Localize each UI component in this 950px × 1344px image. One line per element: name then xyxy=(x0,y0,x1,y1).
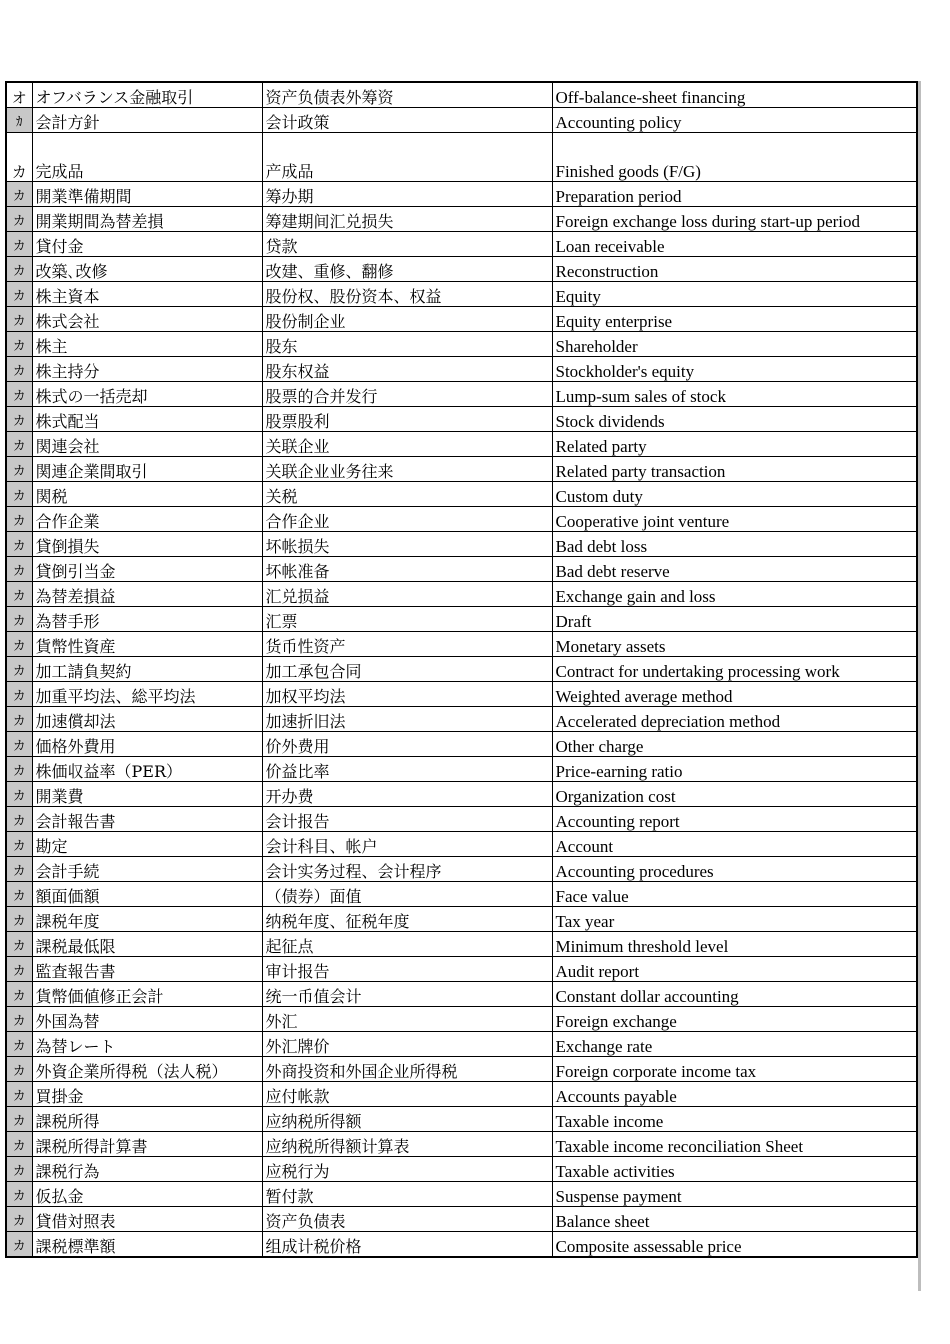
table-row xyxy=(6,957,917,982)
chinese-term-cell: 股票股利 xyxy=(262,407,552,432)
japanese-term-cell: 為替手形 xyxy=(32,607,262,632)
index-kana-cell: カ xyxy=(6,1032,32,1057)
chinese-term-cell: 价益比率 xyxy=(262,757,552,782)
glossary-body xyxy=(6,82,917,1257)
japanese-term-cell: 外資企業所得税（法人税） xyxy=(32,1057,262,1082)
chinese-term-cell: 股份制企业 xyxy=(262,307,552,332)
glossary-table xyxy=(5,81,918,1258)
table-row xyxy=(6,407,917,432)
table-row xyxy=(6,782,917,807)
table-row xyxy=(6,682,917,707)
table-row xyxy=(6,307,917,332)
japanese-term-cell: 合作企業 xyxy=(32,507,262,532)
chinese-term-cell: 坏帐损失 xyxy=(262,532,552,557)
english-term-cell: Lump-sum sales of stock xyxy=(552,382,917,407)
index-kana-cell: カ xyxy=(6,732,32,757)
english-term-cell: Bad debt reserve xyxy=(552,557,917,582)
japanese-term-cell: 為替レート xyxy=(32,1032,262,1057)
japanese-term-cell: 勘定 xyxy=(32,832,262,857)
english-term-cell: Organization cost xyxy=(552,782,917,807)
index-kana-cell: カ xyxy=(6,1107,32,1132)
index-kana-cell: カ xyxy=(6,257,32,282)
index-kana-cell: カ xyxy=(6,532,32,557)
english-term-cell: Foreign exchange xyxy=(552,1007,917,1032)
english-term-cell: Account xyxy=(552,832,917,857)
english-term-cell: Weighted average method xyxy=(552,682,917,707)
japanese-term-cell: 貸借対照表 xyxy=(32,1207,262,1232)
index-kana-cell: カ xyxy=(6,907,32,932)
japanese-term-cell: 改築､改修 xyxy=(32,257,262,282)
chinese-term-cell: 外汇牌价 xyxy=(262,1032,552,1057)
english-term-cell: Monetary assets xyxy=(552,632,917,657)
japanese-term-cell: 為替差損益 xyxy=(32,582,262,607)
chinese-term-cell: 纳税年度、征税年度 xyxy=(262,907,552,932)
english-term-cell: Face value xyxy=(552,882,917,907)
english-term-cell: Constant dollar accounting xyxy=(552,982,917,1007)
chinese-term-cell: 筹办期 xyxy=(262,182,552,207)
japanese-term-cell: 株主持分 xyxy=(32,357,262,382)
english-term-cell: Price-earning ratio xyxy=(552,757,917,782)
japanese-term-cell: 課税年度 xyxy=(32,907,262,932)
chinese-term-cell: 关联企业业务往来 xyxy=(262,457,552,482)
table-row xyxy=(6,1057,917,1082)
index-kana-cell: ｶ xyxy=(6,108,32,133)
index-kana-cell: カ xyxy=(6,133,32,182)
index-kana-cell: カ xyxy=(6,182,32,207)
english-term-cell: Related party transaction xyxy=(552,457,917,482)
table-row xyxy=(6,1032,917,1057)
table-row xyxy=(6,1182,917,1207)
chinese-term-cell: 股份权、股份资本、权益 xyxy=(262,282,552,307)
table-row xyxy=(6,207,917,232)
english-term-cell: Related party xyxy=(552,432,917,457)
sheet-edge-shadow xyxy=(918,81,921,1291)
japanese-term-cell: 株式の一括売却 xyxy=(32,382,262,407)
table-row xyxy=(6,1007,917,1032)
english-term-cell: Cooperative joint venture xyxy=(552,507,917,532)
english-term-cell: Suspense payment xyxy=(552,1182,917,1207)
chinese-term-cell: 起征点 xyxy=(262,932,552,957)
japanese-term-cell: 関連会社 xyxy=(32,432,262,457)
index-kana-cell: カ xyxy=(6,1207,32,1232)
english-term-cell: Exchange gain and loss xyxy=(552,582,917,607)
japanese-term-cell: 外国為替 xyxy=(32,1007,262,1032)
japanese-term-cell: 加速償却法 xyxy=(32,707,262,732)
index-kana-cell: カ xyxy=(6,457,32,482)
japanese-term-cell: 課税行為 xyxy=(32,1157,262,1182)
japanese-term-cell: 開業費 xyxy=(32,782,262,807)
index-kana-cell: カ xyxy=(6,1182,32,1207)
index-kana-cell: カ xyxy=(6,882,32,907)
table-row xyxy=(6,732,917,757)
english-term-cell: Balance sheet xyxy=(552,1207,917,1232)
chinese-term-cell: 加权平均法 xyxy=(262,682,552,707)
table-row xyxy=(6,882,917,907)
chinese-term-cell: 应付帐款 xyxy=(262,1082,552,1107)
english-term-cell: Stockholder's equity xyxy=(552,357,917,382)
chinese-term-cell: 筹建期间汇兑损失 xyxy=(262,207,552,232)
index-kana-cell: カ xyxy=(6,407,32,432)
index-kana-cell: カ xyxy=(6,332,32,357)
index-kana-cell: カ xyxy=(6,1232,32,1258)
table-row xyxy=(6,657,917,682)
japanese-term-cell: 仮払金 xyxy=(32,1182,262,1207)
japanese-term-cell: 課税所得 xyxy=(32,1107,262,1132)
chinese-term-cell: 资产负债表 xyxy=(262,1207,552,1232)
chinese-term-cell: 审计报告 xyxy=(262,957,552,982)
chinese-term-cell: 汇票 xyxy=(262,607,552,632)
english-term-cell: Minimum threshold level xyxy=(552,932,917,957)
japanese-term-cell: 価格外費用 xyxy=(32,732,262,757)
index-kana-cell: カ xyxy=(6,282,32,307)
japanese-term-cell: 貨幣性資産 xyxy=(32,632,262,657)
japanese-term-cell: 開業期間為替差損 xyxy=(32,207,262,232)
english-term-cell: Accounting report xyxy=(552,807,917,832)
index-kana-cell: カ xyxy=(6,507,32,532)
table-row xyxy=(6,182,917,207)
japanese-term-cell: 会計方針 xyxy=(32,108,262,133)
japanese-term-cell: 株価収益率（PER） xyxy=(32,757,262,782)
japanese-term-cell: 課税標準額 xyxy=(32,1232,262,1258)
table-row xyxy=(6,332,917,357)
chinese-term-cell: 开办费 xyxy=(262,782,552,807)
japanese-term-cell: 監査報告書 xyxy=(32,957,262,982)
chinese-term-cell: 会计实务过程、会计程序 xyxy=(262,857,552,882)
japanese-term-cell: 開業準備期間 xyxy=(32,182,262,207)
japanese-term-cell: 会計手続 xyxy=(32,857,262,882)
table-row xyxy=(6,757,917,782)
japanese-term-cell: 課税所得計算書 xyxy=(32,1132,262,1157)
japanese-term-cell: 貨幣価値修正会計 xyxy=(32,982,262,1007)
index-kana-cell: カ xyxy=(6,1157,32,1182)
chinese-term-cell: 贷款 xyxy=(262,232,552,257)
index-kana-cell: カ xyxy=(6,482,32,507)
english-term-cell: Bad debt loss xyxy=(552,532,917,557)
table-row xyxy=(6,1232,917,1258)
index-kana-cell: カ xyxy=(6,1007,32,1032)
table-row xyxy=(6,133,917,182)
chinese-term-cell: 加速折旧法 xyxy=(262,707,552,732)
japanese-term-cell: 会計報告書 xyxy=(32,807,262,832)
chinese-term-cell: 应纳税所得额计算表 xyxy=(262,1132,552,1157)
chinese-term-cell: 货币性资产 xyxy=(262,632,552,657)
chinese-term-cell: 会计政策 xyxy=(262,108,552,133)
index-kana-cell: カ xyxy=(6,557,32,582)
table-row xyxy=(6,1207,917,1232)
chinese-term-cell: 统一币值会计 xyxy=(262,982,552,1007)
index-kana-cell: カ xyxy=(6,357,32,382)
english-term-cell: Off-balance-sheet financing xyxy=(552,82,917,108)
index-kana-cell: カ xyxy=(6,632,32,657)
table-row xyxy=(6,532,917,557)
english-term-cell: Other charge xyxy=(552,732,917,757)
english-term-cell: Foreign corporate income tax xyxy=(552,1057,917,1082)
table-row xyxy=(6,832,917,857)
index-kana-cell: カ xyxy=(6,682,32,707)
chinese-term-cell: 产成品 xyxy=(262,133,552,182)
table-row xyxy=(6,1132,917,1157)
english-term-cell: Preparation period xyxy=(552,182,917,207)
chinese-term-cell: 关税 xyxy=(262,482,552,507)
table-row xyxy=(6,1082,917,1107)
japanese-term-cell: 株式配当 xyxy=(32,407,262,432)
index-kana-cell: カ xyxy=(6,232,32,257)
chinese-term-cell: 股东权益 xyxy=(262,357,552,382)
index-kana-cell: オ xyxy=(6,82,32,108)
english-term-cell: Accounting policy xyxy=(552,108,917,133)
chinese-term-cell: 会计科目、帐户 xyxy=(262,832,552,857)
index-kana-cell: カ xyxy=(6,757,32,782)
table-row xyxy=(6,807,917,832)
index-kana-cell: カ xyxy=(6,1082,32,1107)
chinese-term-cell: 组成计税价格 xyxy=(262,1232,552,1258)
japanese-term-cell: 買掛金 xyxy=(32,1082,262,1107)
japanese-term-cell: 貸倒引当金 xyxy=(32,557,262,582)
english-term-cell: Tax year xyxy=(552,907,917,932)
table-row xyxy=(6,257,917,282)
chinese-term-cell: 关联企业 xyxy=(262,432,552,457)
index-kana-cell: カ xyxy=(6,1132,32,1157)
english-term-cell: Audit report xyxy=(552,957,917,982)
table-row xyxy=(6,357,917,382)
index-kana-cell: カ xyxy=(6,1057,32,1082)
table-row xyxy=(6,857,917,882)
chinese-term-cell: 坏帐准备 xyxy=(262,557,552,582)
english-term-cell: Taxable income xyxy=(552,1107,917,1132)
english-term-cell: Loan receivable xyxy=(552,232,917,257)
japanese-term-cell: 課税最低限 xyxy=(32,932,262,957)
japanese-term-cell: 加工請負契約 xyxy=(32,657,262,682)
index-kana-cell: カ xyxy=(6,982,32,1007)
table-row xyxy=(6,707,917,732)
english-term-cell: Accounts payable xyxy=(552,1082,917,1107)
english-term-cell: Equity enterprise xyxy=(552,307,917,332)
japanese-term-cell: オフバランス金融取引 xyxy=(32,82,262,108)
chinese-term-cell: 股票的合并发行 xyxy=(262,382,552,407)
table-row xyxy=(6,82,917,108)
english-term-cell: Composite assessable price xyxy=(552,1232,917,1258)
japanese-term-cell: 関連企業間取引 xyxy=(32,457,262,482)
table-row xyxy=(6,582,917,607)
english-term-cell: Shareholder xyxy=(552,332,917,357)
chinese-term-cell: 外商投资和外国企业所得税 xyxy=(262,1057,552,1082)
chinese-term-cell: 应税行为 xyxy=(262,1157,552,1182)
index-kana-cell: カ xyxy=(6,957,32,982)
index-kana-cell: カ xyxy=(6,657,32,682)
index-kana-cell: カ xyxy=(6,707,32,732)
chinese-term-cell: 会计报告 xyxy=(262,807,552,832)
index-kana-cell: カ xyxy=(6,807,32,832)
index-kana-cell: カ xyxy=(6,432,32,457)
english-term-cell: Taxable activities xyxy=(552,1157,917,1182)
table-row xyxy=(6,632,917,657)
chinese-term-cell: 价外费用 xyxy=(262,732,552,757)
chinese-term-cell: 汇兑损益 xyxy=(262,582,552,607)
index-kana-cell: カ xyxy=(6,857,32,882)
index-kana-cell: カ xyxy=(6,582,32,607)
table-row xyxy=(6,557,917,582)
english-term-cell: Accounting procedures xyxy=(552,857,917,882)
chinese-term-cell: （债券）面值 xyxy=(262,882,552,907)
japanese-term-cell: 株主 xyxy=(32,332,262,357)
index-kana-cell: カ xyxy=(6,607,32,632)
english-term-cell: Stock dividends xyxy=(552,407,917,432)
chinese-term-cell: 改建、重修、翻修 xyxy=(262,257,552,282)
japanese-term-cell: 貸倒損失 xyxy=(32,532,262,557)
index-kana-cell: カ xyxy=(6,832,32,857)
table-row xyxy=(6,907,917,932)
index-kana-cell: カ xyxy=(6,782,32,807)
index-kana-cell: カ xyxy=(6,382,32,407)
chinese-term-cell: 资产负债表外筹资 xyxy=(262,82,552,108)
english-term-cell: Taxable income reconciliation Sheet xyxy=(552,1132,917,1157)
table-row xyxy=(6,432,917,457)
japanese-term-cell: 加重平均法、総平均法 xyxy=(32,682,262,707)
chinese-term-cell: 暂付款 xyxy=(262,1182,552,1207)
japanese-term-cell: 株式会社 xyxy=(32,307,262,332)
japanese-term-cell: 関税 xyxy=(32,482,262,507)
index-kana-cell: カ xyxy=(6,207,32,232)
chinese-term-cell: 加工承包合同 xyxy=(262,657,552,682)
table-row xyxy=(6,108,917,133)
table-row xyxy=(6,607,917,632)
japanese-term-cell: 株主資本 xyxy=(32,282,262,307)
table-row xyxy=(6,382,917,407)
chinese-term-cell: 外汇 xyxy=(262,1007,552,1032)
english-term-cell: Reconstruction xyxy=(552,257,917,282)
english-term-cell: Equity xyxy=(552,282,917,307)
chinese-term-cell: 合作企业 xyxy=(262,507,552,532)
index-kana-cell: カ xyxy=(6,307,32,332)
japanese-term-cell: 額面価額 xyxy=(32,882,262,907)
english-term-cell: Finished goods (F/G) xyxy=(552,133,917,182)
index-kana-cell: カ xyxy=(6,932,32,957)
table-row xyxy=(6,482,917,507)
table-row xyxy=(6,507,917,532)
english-term-cell: Custom duty xyxy=(552,482,917,507)
chinese-term-cell: 股东 xyxy=(262,332,552,357)
english-term-cell: Foreign exchange loss during start-up period xyxy=(552,207,917,232)
japanese-term-cell: 貸付金 xyxy=(32,232,262,257)
table-row xyxy=(6,1107,917,1132)
chinese-term-cell: 应纳税所得额 xyxy=(262,1107,552,1132)
japanese-term-cell: 完成品 xyxy=(32,133,262,182)
table-row xyxy=(6,1157,917,1182)
table-row xyxy=(6,457,917,482)
table-row xyxy=(6,232,917,257)
english-term-cell: Draft xyxy=(552,607,917,632)
table-row xyxy=(6,282,917,307)
table-row xyxy=(6,982,917,1007)
english-term-cell: Contract for undertaking processing work xyxy=(552,657,917,682)
english-term-cell: Exchange rate xyxy=(552,1032,917,1057)
english-term-cell: Accelerated depreciation method xyxy=(552,707,917,732)
table-row xyxy=(6,932,917,957)
